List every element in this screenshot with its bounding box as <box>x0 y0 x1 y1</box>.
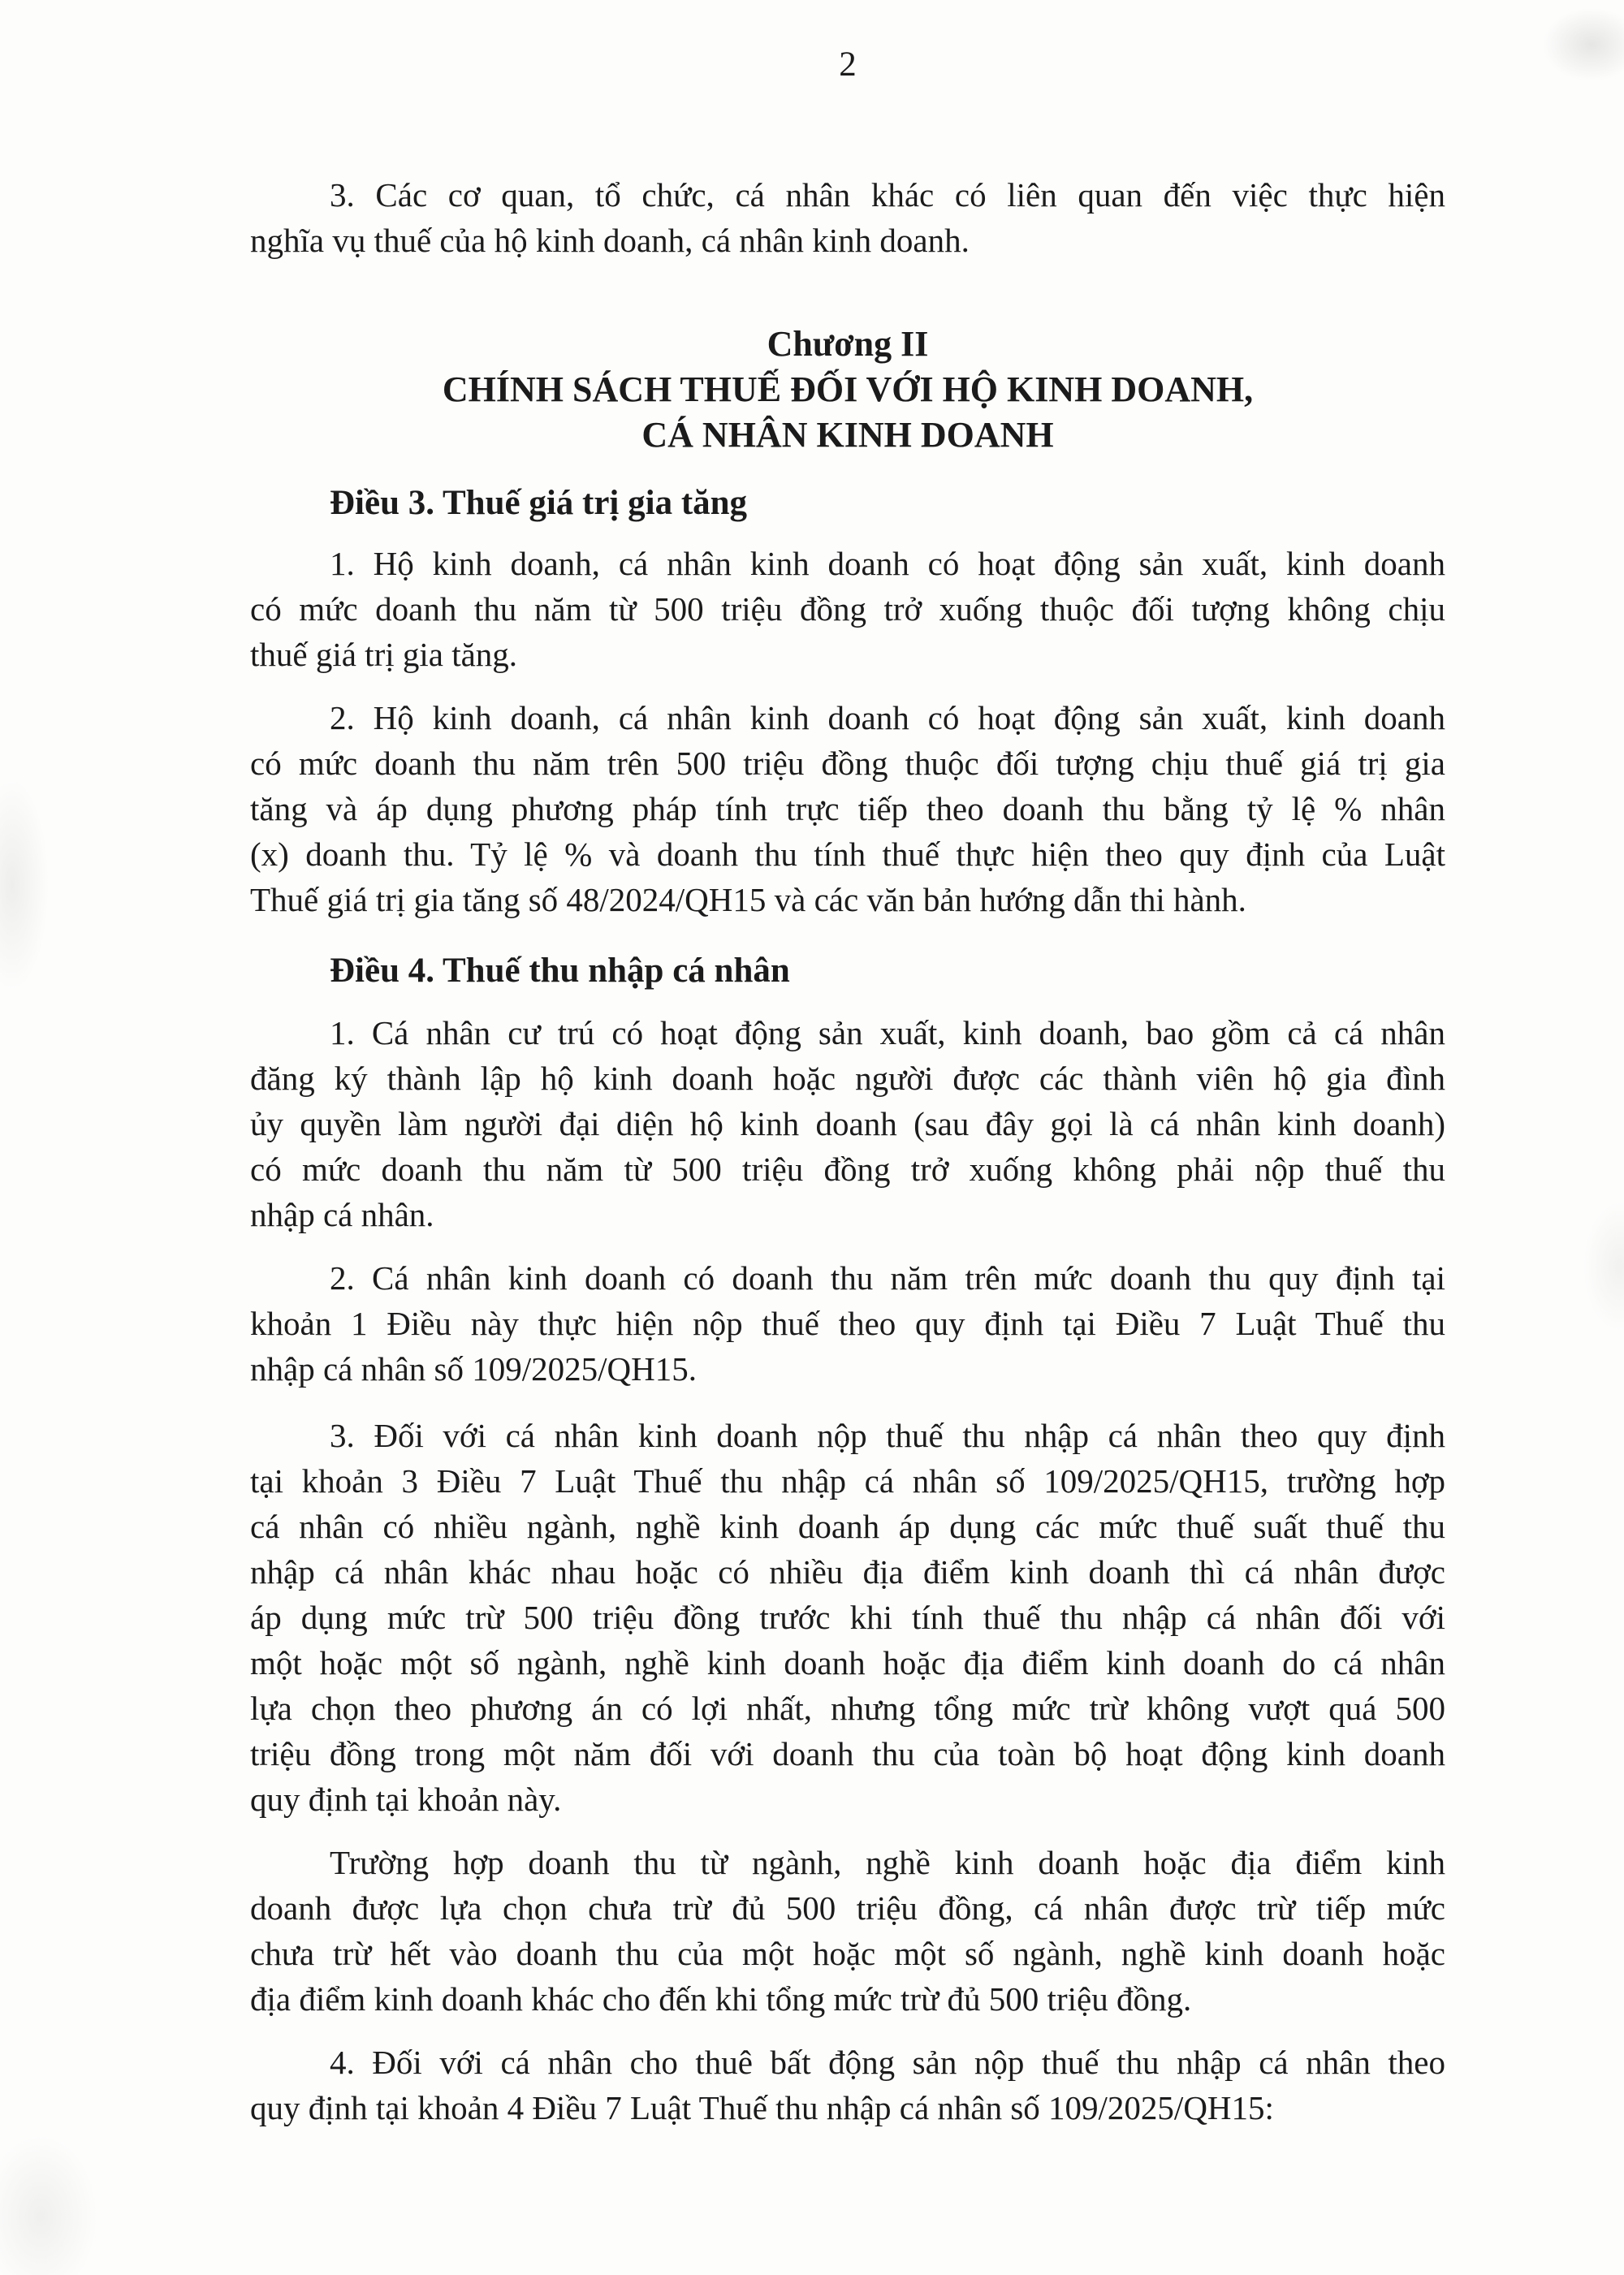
paragraph-clause-3-article-2 <box>250 172 1445 263</box>
text-line: có mức doanh thu năm trên 500 triệu đồng thuộc đối tượng chịu thuế giá trị gia <box>250 745 1445 782</box>
article-4-heading: Điều 4. Thuế thu nhập cá nhân <box>330 952 790 990</box>
paragraph-article-4-clause-1 <box>250 1010 1445 1237</box>
text-line: một hoặc một số ngành, nghề kinh doanh hoặc địa điểm kinh doanh do cá nhân <box>250 1644 1445 1681</box>
scan-artifact <box>0 2135 97 2275</box>
chapter-heading <box>250 322 1445 458</box>
text-line: khoản 1 Điều này thực hiện nộp thuế theo quy định tại Điều 7 Luật Thuế thu <box>250 1305 1445 1342</box>
text-line: nghĩa vụ thuế của hộ kinh doanh, cá nhân kinh doanh. <box>250 222 970 259</box>
chapter-title-line: CHÍNH SÁCH THUẾ ĐỐI VỚI HỘ KINH DOANH, <box>442 369 1254 409</box>
text-line: nhập cá nhân khác nhau hoặc có nhiều địa điểm kinh doanh thì cá nhân được <box>250 1553 1445 1591</box>
scan-artifact <box>1543 8 1624 81</box>
text-line: doanh được lựa chọn chưa trừ đủ 500 triệu đồng, cá nhân được trừ tiếp mức <box>250 1889 1445 1927</box>
text-line: lựa chọn theo phương án có lợi nhất, nhưng tổng mức trừ không vượt quá 500 <box>250 1690 1445 1727</box>
scan-artifact <box>0 779 49 991</box>
text-line: ủy quyền làm người đại diện hộ kinh doanh (sau đây gọi là cá nhân kinh doanh) <box>250 1105 1445 1142</box>
text-line: có mức doanh thu năm từ 500 triệu đồng trở xuống không phải nộp thuế thu <box>250 1150 1445 1188</box>
text-line: nhập cá nhân số 109/2025/QH15. <box>250 1350 697 1388</box>
chapter-label: Chương II <box>767 324 929 364</box>
text-line: Trường hợp doanh thu từ ngành, nghề kinh doanh hoặc địa điểm kinh <box>330 1844 1445 1881</box>
text-line: 3. Các cơ quan, tổ chức, cá nhân khác có liên quan đến việc thực hiện <box>330 176 1445 214</box>
paragraph-article-3-clause-1 <box>250 541 1445 677</box>
scan-artifact <box>1583 1202 1624 1332</box>
text-line: 1. Hộ kinh doanh, cá nhân kinh doanh có hoạt động sản xuất, kinh doanh <box>330 545 1445 582</box>
text-line: có mức doanh thu năm từ 500 triệu đồng trở xuống thuộc đối tượng không chịu <box>250 590 1445 628</box>
page-number: 2 <box>839 45 857 84</box>
text-line: Thuế giá trị gia tăng số 48/2024/QH15 và các văn bản hướng dẫn thi hành. <box>250 881 1246 918</box>
paragraph-article-4-clause-4 <box>250 2040 1445 2130</box>
text-line: quy định tại khoản này. <box>250 1781 562 1818</box>
text-line: quy định tại khoản 4 Điều 7 Luật Thuế thu nhập cá nhân số 109/2025/QH15: <box>250 2089 1274 2126</box>
paragraph-article-3-clause-2 <box>250 695 1445 922</box>
text-line: tại khoản 3 Điều 7 Luật Thuế thu nhập cá nhân số 109/2025/QH15, trường hợp <box>250 1462 1445 1500</box>
article-3-heading: Điều 3. Thuế giá trị gia tăng <box>330 484 748 522</box>
text-line: tăng và áp dụng phương pháp tính trực tiếp theo doanh thu bằng tỷ lệ % nhân <box>250 790 1445 827</box>
chapter-title-line: CÁ NHÂN KINH DOANH <box>641 415 1054 455</box>
text-line: cá nhân có nhiều ngành, nghề kinh doanh áp dụng các mức thuế suất thuế thu <box>250 1508 1445 1545</box>
paragraph-article-4-clause-2 <box>250 1255 1445 1392</box>
text-line: áp dụng mức trừ 500 triệu đồng trước khi tính thuế thu nhập cá nhân đối với <box>250 1599 1445 1636</box>
paragraph-article-4-clause-3-continued <box>250 1840 1445 2022</box>
paragraph-article-4-clause-3 <box>250 1413 1445 1822</box>
text-line: 4. Đối với cá nhân cho thuê bất động sản nộp thuế thu nhập cá nhân theo <box>330 2044 1445 2081</box>
text-line: triệu đồng trong một năm đối với doanh thu của toàn bộ hoạt động kinh doanh <box>250 1735 1445 1772</box>
text-line: (x) doanh thu. Tỷ lệ % và doanh thu tính thuế thực hiện theo quy định của Luật <box>250 835 1445 873</box>
text-line: thuế giá trị gia tăng. <box>250 636 518 673</box>
text-line: 3. Đối với cá nhân kinh doanh nộp thuế thu nhập cá nhân theo quy định <box>330 1417 1445 1454</box>
text-line: 2. Cá nhân kinh doanh có doanh thu năm trên mức doanh thu quy định tại <box>330 1259 1445 1297</box>
text-line: 2. Hộ kinh doanh, cá nhân kinh doanh có hoạt động sản xuất, kinh doanh <box>330 699 1445 736</box>
text-line: nhập cá nhân. <box>250 1196 434 1233</box>
text-line: 1. Cá nhân cư trú có hoạt động sản xuất, kinh doanh, bao gồm cả cá nhân <box>330 1014 1445 1051</box>
text-line: đăng ký thành lập hộ kinh doanh hoặc người được các thành viên hộ gia đình <box>250 1060 1445 1097</box>
text-line: địa điểm kinh doanh khác cho đến khi tổng mức trừ đủ 500 triệu đồng. <box>250 1980 1192 2018</box>
text-line: chưa trừ hết vào doanh thu của một hoặc một số ngành, nghề kinh doanh hoặc <box>250 1935 1445 1972</box>
